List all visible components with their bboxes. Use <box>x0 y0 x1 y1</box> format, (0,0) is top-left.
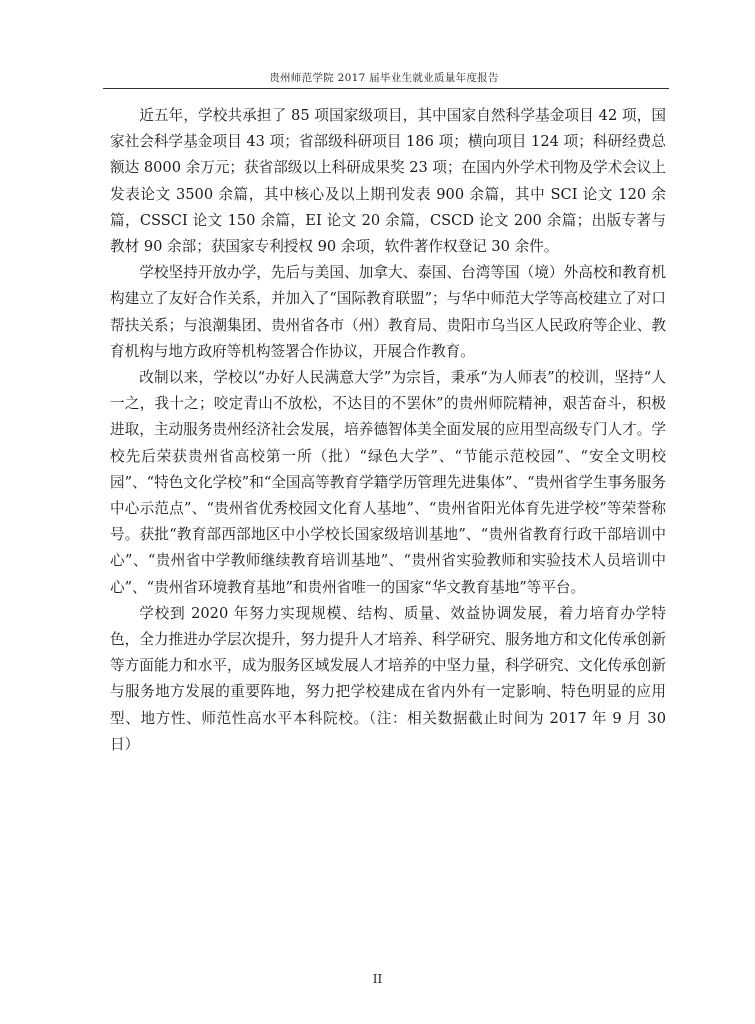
page-header: 贵州师范学院 2017 届毕业生就业质量年度报告 <box>269 72 499 84</box>
paragraph-honors: 改制以来，学校以“办好人民满意大学”为宗旨，秉承“为人师表”的校训，坚持“人一之，我十之；咬定青山不放松，不达目的不罢休”的贵州师院精神，艰苦奋斗，积极进取，主动服务贵州经济社会发展，培养德智体美全面发展的应用型高级专门人才。学校先后荣获贵州省高校第一所（批）“绿色大学”、“节能示范校园”、“安全文明校园”、“特色文化学校”和“全国高等教育学籍学历管理先进集体”、“贵州省学生事务服务中心示范点”、“贵州省优秀校园文化育人基地”、“贵州省阳光体育先进学校”等荣誉称号。获批“教育部西部地区中小学校长国家级培训基地”、“贵州省教育行政干部培训中心”、“贵州省中学教师继续教育培训基地”、“贵州省实验教师和实验技术人员培训中心”、“贵州省环境教育基地”和贵州省唯一的国家“华文教育基地”等平台。 <box>110 369 666 596</box>
paragraph-research: 近五年，学校共承担了 85 项国家级项目，其中国家自然科学基金项目 42 项，国家社会科学基金项目 43 项；省部级科研项目 186 项；横向项目 124 项；科研经费总额达 8000 余万元；获省部级以上科研成果奖 23 项；在国内外学术刊物及学术会议上发表论文 3500 余篇，其中核心及以上期刊发表 900 余篇，其中 SCI 论文 120 余篇，CSSCI 论文 150 余篇，EI 论文 20 余篇，CSCD 论文 200 余篇；出版专著与教材 90 余部；获国家专利授权 90 余项，软件著作权登记 30 余件。 <box>110 107 666 256</box>
header-divider <box>103 88 669 89</box>
body-text <box>110 103 666 758</box>
paragraph-cooperation: 学校坚持开放办学，先后与美国、加拿大、泰国、台湾等国（境）外高校和教育机构建立了友好合作关系，并加入了“国际教育联盟”；与华中师范大学等高校建立了对口帮扶关系；与浪潮集团、贵州省各市（州）教育局、贵阳市乌当区人民政府等企业、教育机构与地方政府等机构签署合作协议，开展合作教育。 <box>110 264 666 360</box>
paragraph-goals: 学校到 2020 年努力实现规模、结构、质量、效益协调发展，着力培育办学特色，全力推进办学层次提升，努力提升人才培养、科学研究、服务地方和文化传承创新等方面能力和水平，成为服务区域发展人才培养的中坚力量，科学研究、文化传承创新与服务地方发展的重要阵地，努力把学校建成在省内外有一定影响、特色明显的应用型、地方性、师范性高水平本科院校。（注：相关数据截止时间为 2017 年 9 月 30 日） <box>110 604 666 753</box>
page-number: II <box>372 972 383 986</box>
